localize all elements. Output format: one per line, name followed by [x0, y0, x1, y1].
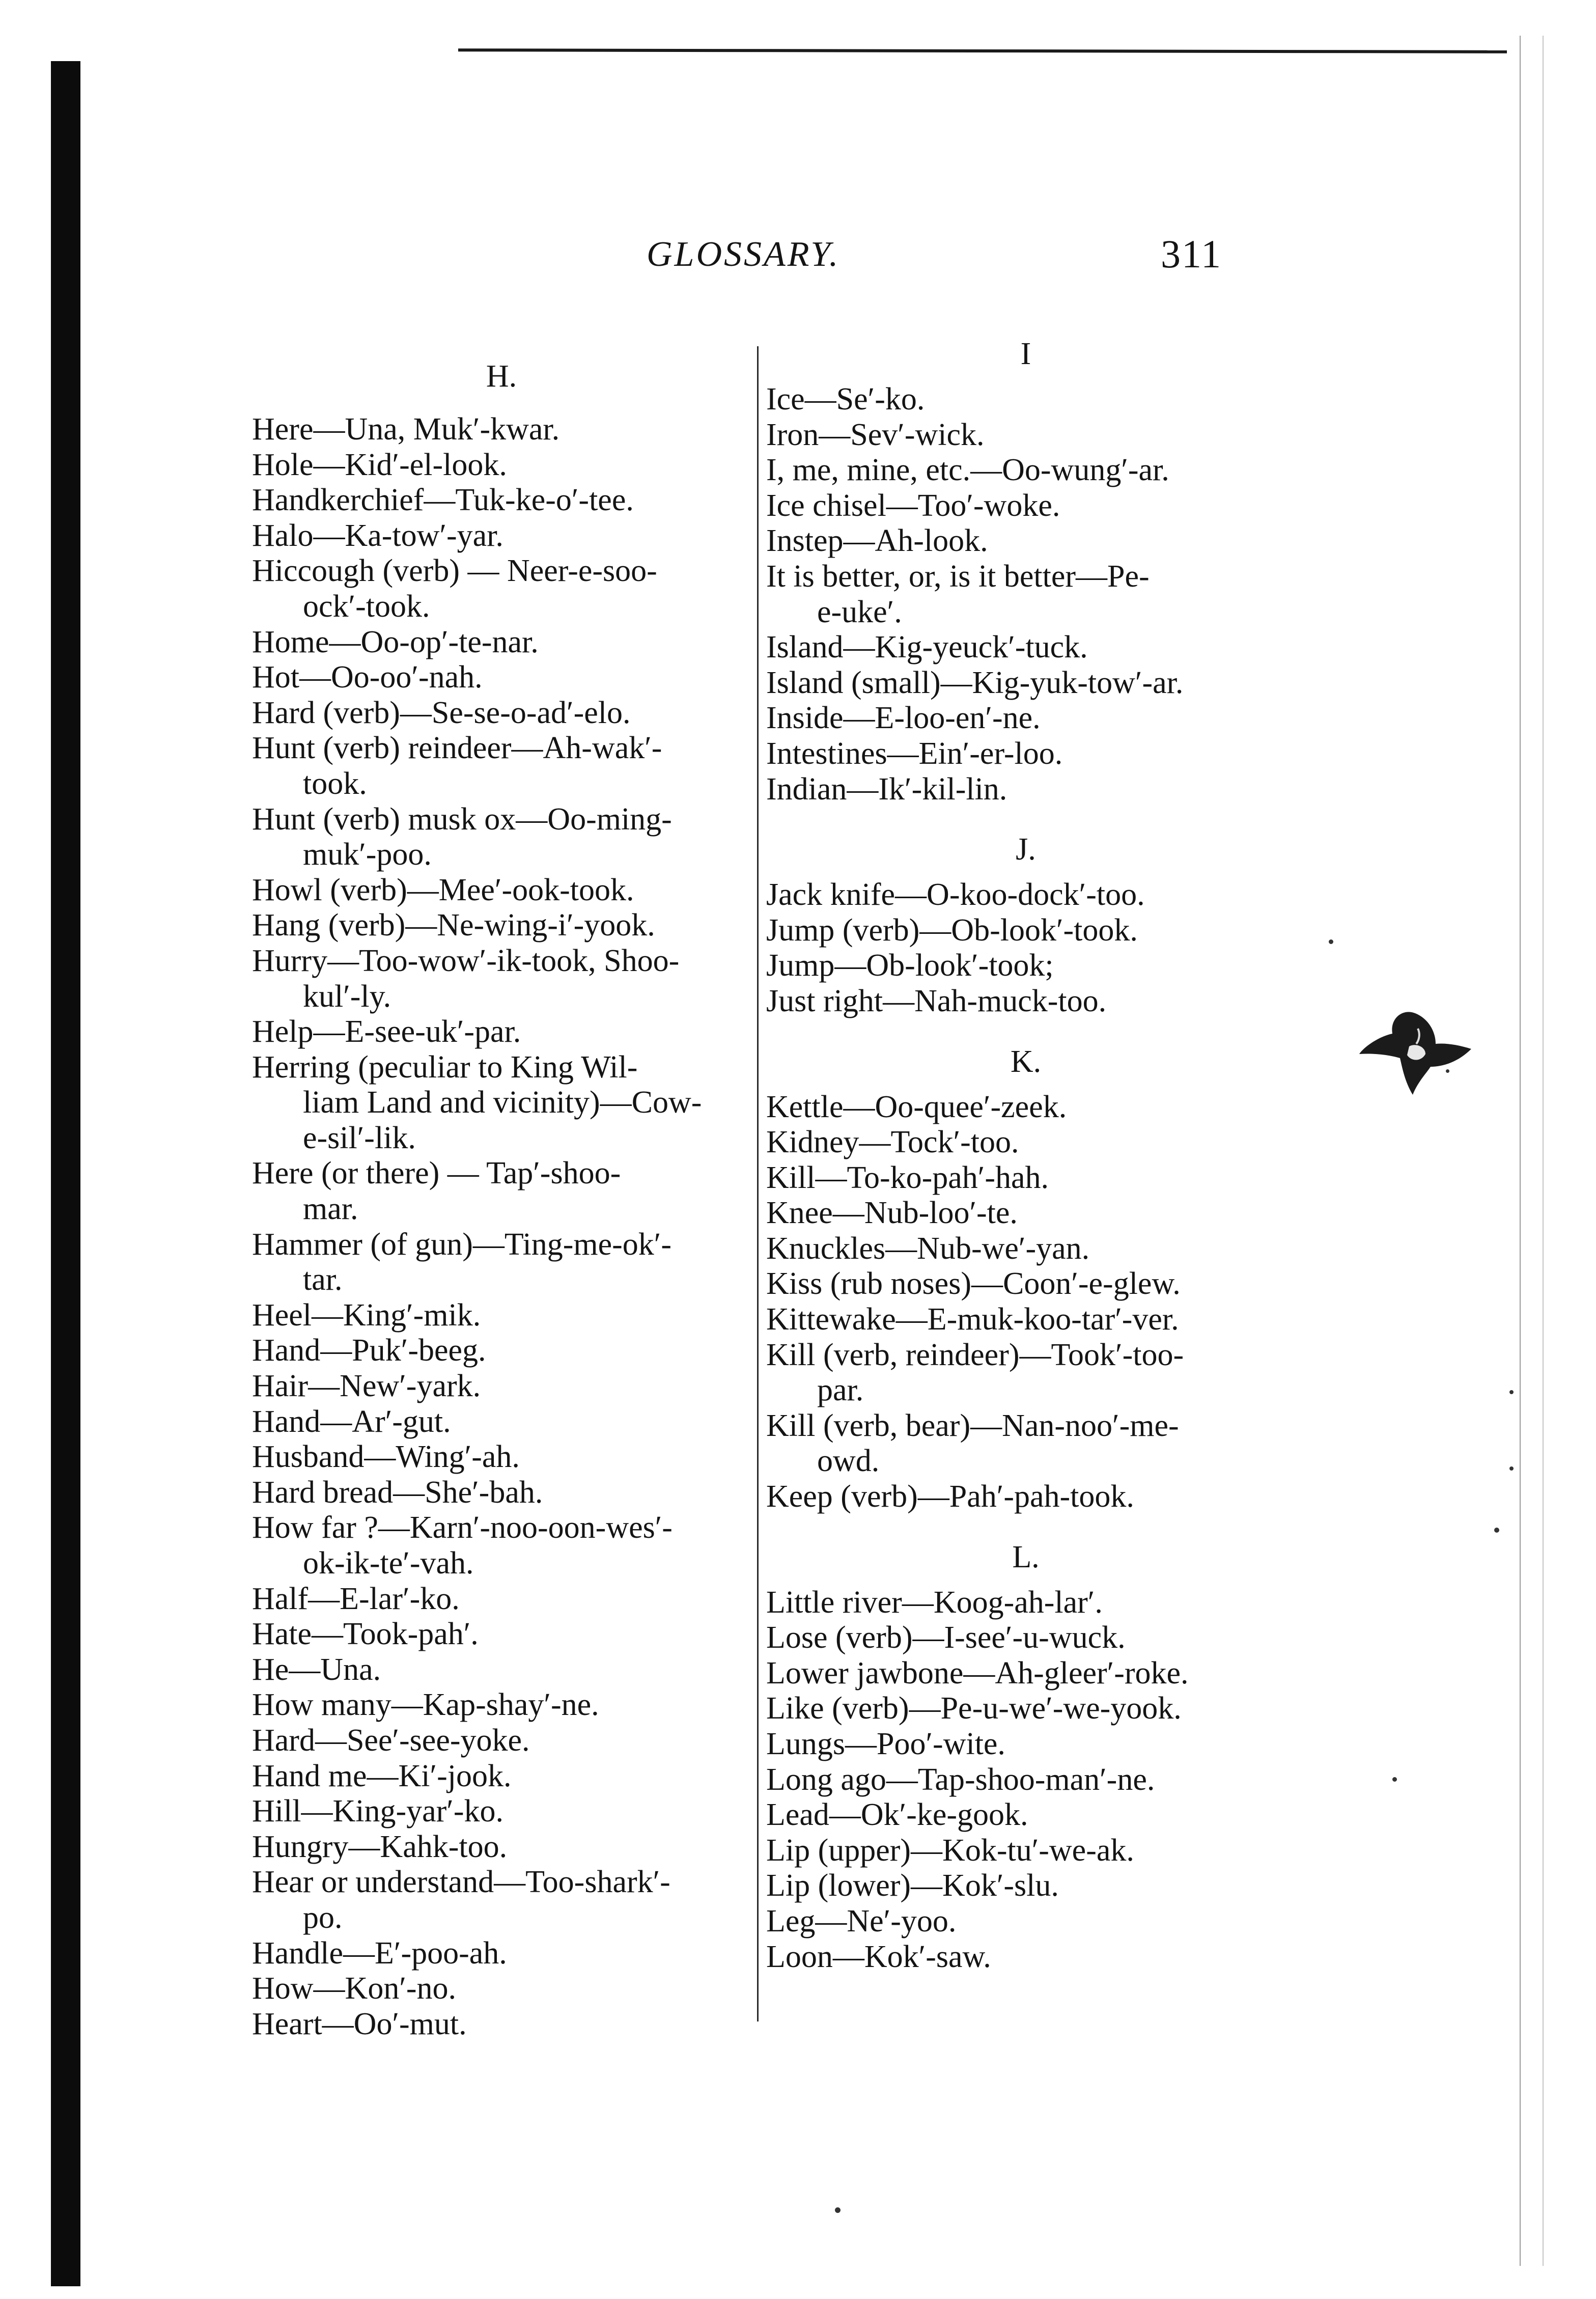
entry-text: Hot—Oo-oo′-nah.: [252, 660, 483, 695]
entry-text: Lip (upper)—Kok-tu′-we-ak.: [766, 1833, 1134, 1868]
entry-text: Ice chisel—Too′-woke.: [766, 488, 1060, 523]
entry-text: Hard—See′-see-yoke.: [252, 1723, 530, 1758]
glossary-entry: [252, 1830, 751, 1865]
entry-continuation: tar.: [303, 1262, 343, 1297]
entry-text: Knee—Nub-loo′-te.: [766, 1196, 1018, 1231]
glossary-entry: [766, 772, 1285, 808]
entry-text: He—Una.: [252, 1652, 381, 1687]
entry-text: Hate—Took-pah′.: [252, 1617, 479, 1652]
glossary-entry: [766, 630, 1285, 666]
entry-text: Hard bread—She′-bah.: [252, 1475, 543, 1510]
entry-text: Home—Oo-op′-te-nar.: [252, 624, 539, 659]
entry-list: [252, 412, 751, 2042]
ink-speck: [1392, 1777, 1397, 1782]
entry-text: Inside—E-loo-en′-ne.: [766, 701, 1041, 736]
entry-text: Lip (lower)—Kok′-slu.: [766, 1868, 1059, 1903]
entry-text: Hunt (verb) reindeer—Ah-wak′-: [252, 731, 662, 766]
glossary-entry: [766, 523, 1285, 559]
glossary-entry: [252, 1439, 751, 1475]
page-number: 311: [1161, 232, 1222, 276]
glossary-entry: [252, 1723, 751, 1759]
entry-text: Hiccough (verb) — Neer-e-soo-: [252, 553, 657, 589]
glossary-entry: [252, 1404, 751, 1440]
glossary-entry: [252, 944, 751, 1014]
entry-list: [766, 382, 1285, 807]
glossary-entry: [766, 1231, 1285, 1267]
glossary-entry: [766, 1585, 1285, 1621]
glossary-entry: [766, 1868, 1285, 1904]
entry-text: Hang (verb)—Ne-wing-i′-yook.: [252, 908, 655, 943]
glossary-entry: [766, 382, 1285, 418]
entry-continuation: ok-ik-te′-vah.: [303, 1546, 474, 1581]
entry-text: Hand me—Ki′-jook.: [252, 1758, 512, 1793]
entry-list: [766, 1090, 1285, 1515]
entry-continuation: muk′-poo.: [303, 837, 432, 872]
glossary-entry: [252, 2007, 751, 2042]
entry-text: How many—Kap-shay′-ne.: [252, 1687, 599, 1723]
entry-text: Kill (verb, reindeer)—Took′-too-: [766, 1337, 1184, 1372]
entry-text: Husband—Wing′-ah.: [252, 1439, 520, 1475]
glossary-entry: [252, 1510, 751, 1581]
entry-text: Lower jawbone—Ah-gleer′-roke.: [766, 1655, 1189, 1691]
glossary-entry: [766, 948, 1285, 984]
ink-speck: [1446, 1069, 1449, 1073]
entry-text: Hurry—Too-wow′-ik-took, Shoo-: [252, 943, 680, 978]
glossary-entry: [252, 1333, 751, 1369]
glossary-entry: [766, 877, 1285, 913]
entry-text: Handkerchief—Tuk-ke-o′-tee.: [252, 483, 634, 518]
glossary-entry: [252, 660, 751, 696]
entry-continuation: took.: [303, 766, 367, 801]
glossary-entry: [252, 1475, 751, 1511]
glossary-entry: [252, 1617, 751, 1652]
glossary-entry: [252, 802, 751, 873]
entry-text: Knuckles—Nub-we′-yan.: [766, 1231, 1090, 1266]
ink-speck: [1509, 1390, 1514, 1394]
glossary-entry: [252, 1971, 751, 2007]
entry-continuation: e-uke′.: [817, 594, 902, 629]
entry-text: Kidney—Tock′-too.: [766, 1125, 1019, 1160]
glossary-entry: [766, 1620, 1285, 1656]
glossary-entry: [766, 1196, 1285, 1231]
entry-text: Halo—Ka-tow′-yar.: [252, 518, 503, 553]
entry-text: Hungry—Kahk-too.: [252, 1829, 508, 1864]
ink-speck: [1494, 1528, 1499, 1533]
glossary-entry: [252, 1298, 751, 1334]
entry-text: Jack knife—O-koo-dock′-too.: [766, 877, 1145, 912]
entry-text: It is better, or, is it better—Pe-: [766, 559, 1150, 594]
glossary-entry: [252, 1369, 751, 1404]
glossary-entry: [252, 873, 751, 908]
entry-continuation: po.: [303, 1900, 343, 1935]
glossary-entry: [252, 1865, 751, 1935]
entry-text: Kettle—Oo-quee′-zeek.: [766, 1089, 1067, 1124]
glossary-column-left: [252, 346, 751, 2042]
glossary-entry: [766, 1904, 1285, 1940]
entry-text: Here (or there) — Tap′-shoo-: [252, 1156, 621, 1191]
glossary-entry: [766, 666, 1285, 701]
glossary-entry: [252, 483, 751, 518]
glossary-entry: [252, 625, 751, 660]
entry-continuation: e-sil′-lik.: [303, 1120, 416, 1155]
glossary-entry: [766, 1940, 1285, 1975]
entry-text: Hill—King-yar′-ko.: [252, 1794, 503, 1829]
glossary-entry: [252, 1582, 751, 1617]
entry-text: Keep (verb)—Pah′-pah-took.: [766, 1479, 1134, 1514]
entry-list: [766, 877, 1285, 1019]
glossary-entry: [766, 984, 1285, 1019]
glossary-entry: [766, 1691, 1285, 1727]
entry-text: Lungs—Poo′-wite.: [766, 1727, 1005, 1761]
entry-text: Handle—E′-poo-ah.: [252, 1935, 507, 1971]
glossary-entry: [252, 696, 751, 731]
entry-text: Hand—Puk′-beeg.: [252, 1333, 486, 1368]
entry-text: Ice—Se′-ko.: [766, 382, 925, 417]
glossary-entry: [766, 1302, 1285, 1338]
ink-speck: [835, 2207, 841, 2213]
entry-continuation: ock′-took.: [303, 589, 430, 624]
entry-text: Hair—New′-yark.: [252, 1369, 481, 1404]
page-header: [647, 234, 1257, 295]
glossary-column-right: [766, 337, 1285, 1975]
section-heading-i: I: [1020, 337, 1031, 371]
glossary-entry: [252, 1227, 751, 1298]
entry-continuation: mar.: [303, 1192, 358, 1227]
running-title: GLOSSARY.: [647, 235, 841, 274]
entry-text: Heart—Oo′-mut.: [252, 2006, 467, 2041]
glossary-entry: [766, 701, 1285, 736]
glossary-entry: [766, 1090, 1285, 1125]
glossary-entry: [252, 731, 751, 801]
glossary-entry: [766, 1266, 1285, 1302]
page-edge-line: [1543, 36, 1544, 2266]
entry-text: Heel—King′-mik.: [252, 1297, 481, 1333]
glossary-entry: [766, 1656, 1285, 1692]
glossary-entry: [252, 1050, 751, 1156]
entry-continuation: owd.: [817, 1444, 880, 1479]
entry-text: Island (small)—Kig-yuk-tow′-ar.: [766, 665, 1184, 700]
entry-list: [766, 1585, 1285, 1975]
glossary-entry: [766, 1797, 1285, 1833]
glossary-entry: [766, 1479, 1285, 1515]
entry-text: Indian—Ik′-kil-lin.: [766, 771, 1007, 807]
entry-text: Intestines—Ein′-er-loo.: [766, 736, 1063, 771]
glossary-entry: [766, 559, 1285, 630]
entry-text: Hole—Kid′-el-look.: [252, 447, 507, 482]
entry-text: I, me, mine, etc.—Oo-wung′-ar.: [766, 453, 1169, 488]
glossary-entry: [766, 913, 1285, 949]
glossary-entry: [252, 1687, 751, 1723]
glossary-entry: [252, 1794, 751, 1830]
ink-speck: [1329, 939, 1333, 944]
entry-text: Kiss (rub noses)—Coon′-e-glew.: [766, 1266, 1181, 1301]
glossary-entry: [252, 1936, 751, 1972]
glossary-entry: [766, 1408, 1285, 1479]
entry-text: Help—E-see-uk′-par.: [252, 1014, 521, 1049]
entry-text: Just right—Nah-muck-too.: [766, 983, 1107, 1018]
entry-text: Little river—Koog-ah-lar′.: [766, 1585, 1103, 1620]
glossary-entry: [766, 1833, 1285, 1869]
entry-text: Hammer (of gun)—Ting-me-ok′-: [252, 1227, 672, 1262]
entry-text: Kill—To-ko-pah′-hah.: [766, 1160, 1049, 1195]
entry-text: Hear or understand—Too-shark′-: [252, 1865, 670, 1900]
entry-text: Half—E-lar′-ko.: [252, 1581, 460, 1616]
entry-text: How far ?—Karn′-noo-oon-wes′-: [252, 1510, 673, 1545]
entry-text: Island—Kig-yeuck′-tuck.: [766, 630, 1088, 665]
glossary-entry: [252, 412, 751, 448]
top-border-rule: [458, 48, 1507, 53]
entry-text: Howl (verb)—Mee′-ook-took.: [252, 872, 634, 907]
section-heading-h: H.: [486, 359, 517, 394]
glossary-entry: [766, 1762, 1285, 1798]
glossary-entry: [766, 1727, 1285, 1762]
entry-continuation: kul′-ly.: [303, 979, 391, 1014]
entry-text: Leg—Ne′-yoo.: [766, 1903, 957, 1938]
entry-text: Iron—Sev′-wick.: [766, 417, 985, 452]
glossary-entry: [252, 1014, 751, 1050]
entry-text: How—Kon′-no.: [252, 1971, 457, 2006]
section-heading-j: J.: [1016, 832, 1036, 867]
entry-text: Lead—Ok′-ke-gook.: [766, 1797, 1028, 1833]
glossary-entry: [252, 553, 751, 624]
glossary-entry: [766, 418, 1285, 453]
glossary-entry: [766, 736, 1285, 772]
ink-speck: [1509, 1466, 1514, 1471]
entry-text: Hard (verb)—Se-se-o-ad′-elo.: [252, 695, 631, 730]
glossary-entry: [766, 488, 1285, 524]
glossary-entry: [766, 1338, 1285, 1408]
glossary-entry: [252, 448, 751, 483]
glossary-entry: [766, 1125, 1285, 1160]
entry-text: Here—Una, Muk′-kwar.: [252, 412, 560, 447]
glossary-entry: [766, 1160, 1285, 1196]
moth-icon: [1354, 998, 1476, 1110]
entry-text: Jump (verb)—Ob-look′-took.: [766, 912, 1138, 948]
section-heading-k: K.: [1010, 1044, 1042, 1079]
entry-text: Lose (verb)—I-see′-u-wuck.: [766, 1620, 1126, 1655]
entry-continuation: par.: [817, 1373, 864, 1408]
entry-text: Hand—Ar′-gut.: [252, 1404, 451, 1439]
entry-text: Like (verb)—Pe-u-we′-we-yook.: [766, 1691, 1182, 1726]
glossary-entry: [252, 1156, 751, 1227]
glossary-entry: [252, 908, 751, 944]
entry-text: Herring (peculiar to King Wil-: [252, 1049, 638, 1085]
glossary-entry: [766, 453, 1285, 488]
section-heading-l: L.: [1012, 1539, 1040, 1574]
entry-continuation: liam Land and vicinity)—Cow-: [303, 1085, 702, 1120]
column-divider: [757, 346, 759, 2021]
entry-text: Loon—Kok′-saw.: [766, 1939, 991, 1974]
entry-text: Instep—Ah-look.: [766, 523, 988, 559]
glossary-entry: [252, 1759, 751, 1794]
binding-edge-shadow: [51, 61, 80, 2286]
glossary-entry: [252, 1652, 751, 1688]
entry-text: Hunt (verb) musk ox—Oo-ming-: [252, 801, 672, 837]
page-edge-line: [1520, 36, 1521, 2266]
entry-text: Long ago—Tap-shoo-man′-ne.: [766, 1762, 1155, 1797]
entry-text: Kittewake—E-muk-koo-tar′-ver.: [766, 1302, 1179, 1337]
entry-text: Kill (verb, bear)—Nan-noo′-me-: [766, 1408, 1179, 1443]
entry-text: Jump—Ob-look′-took;: [766, 948, 1054, 983]
glossary-entry: [252, 518, 751, 554]
